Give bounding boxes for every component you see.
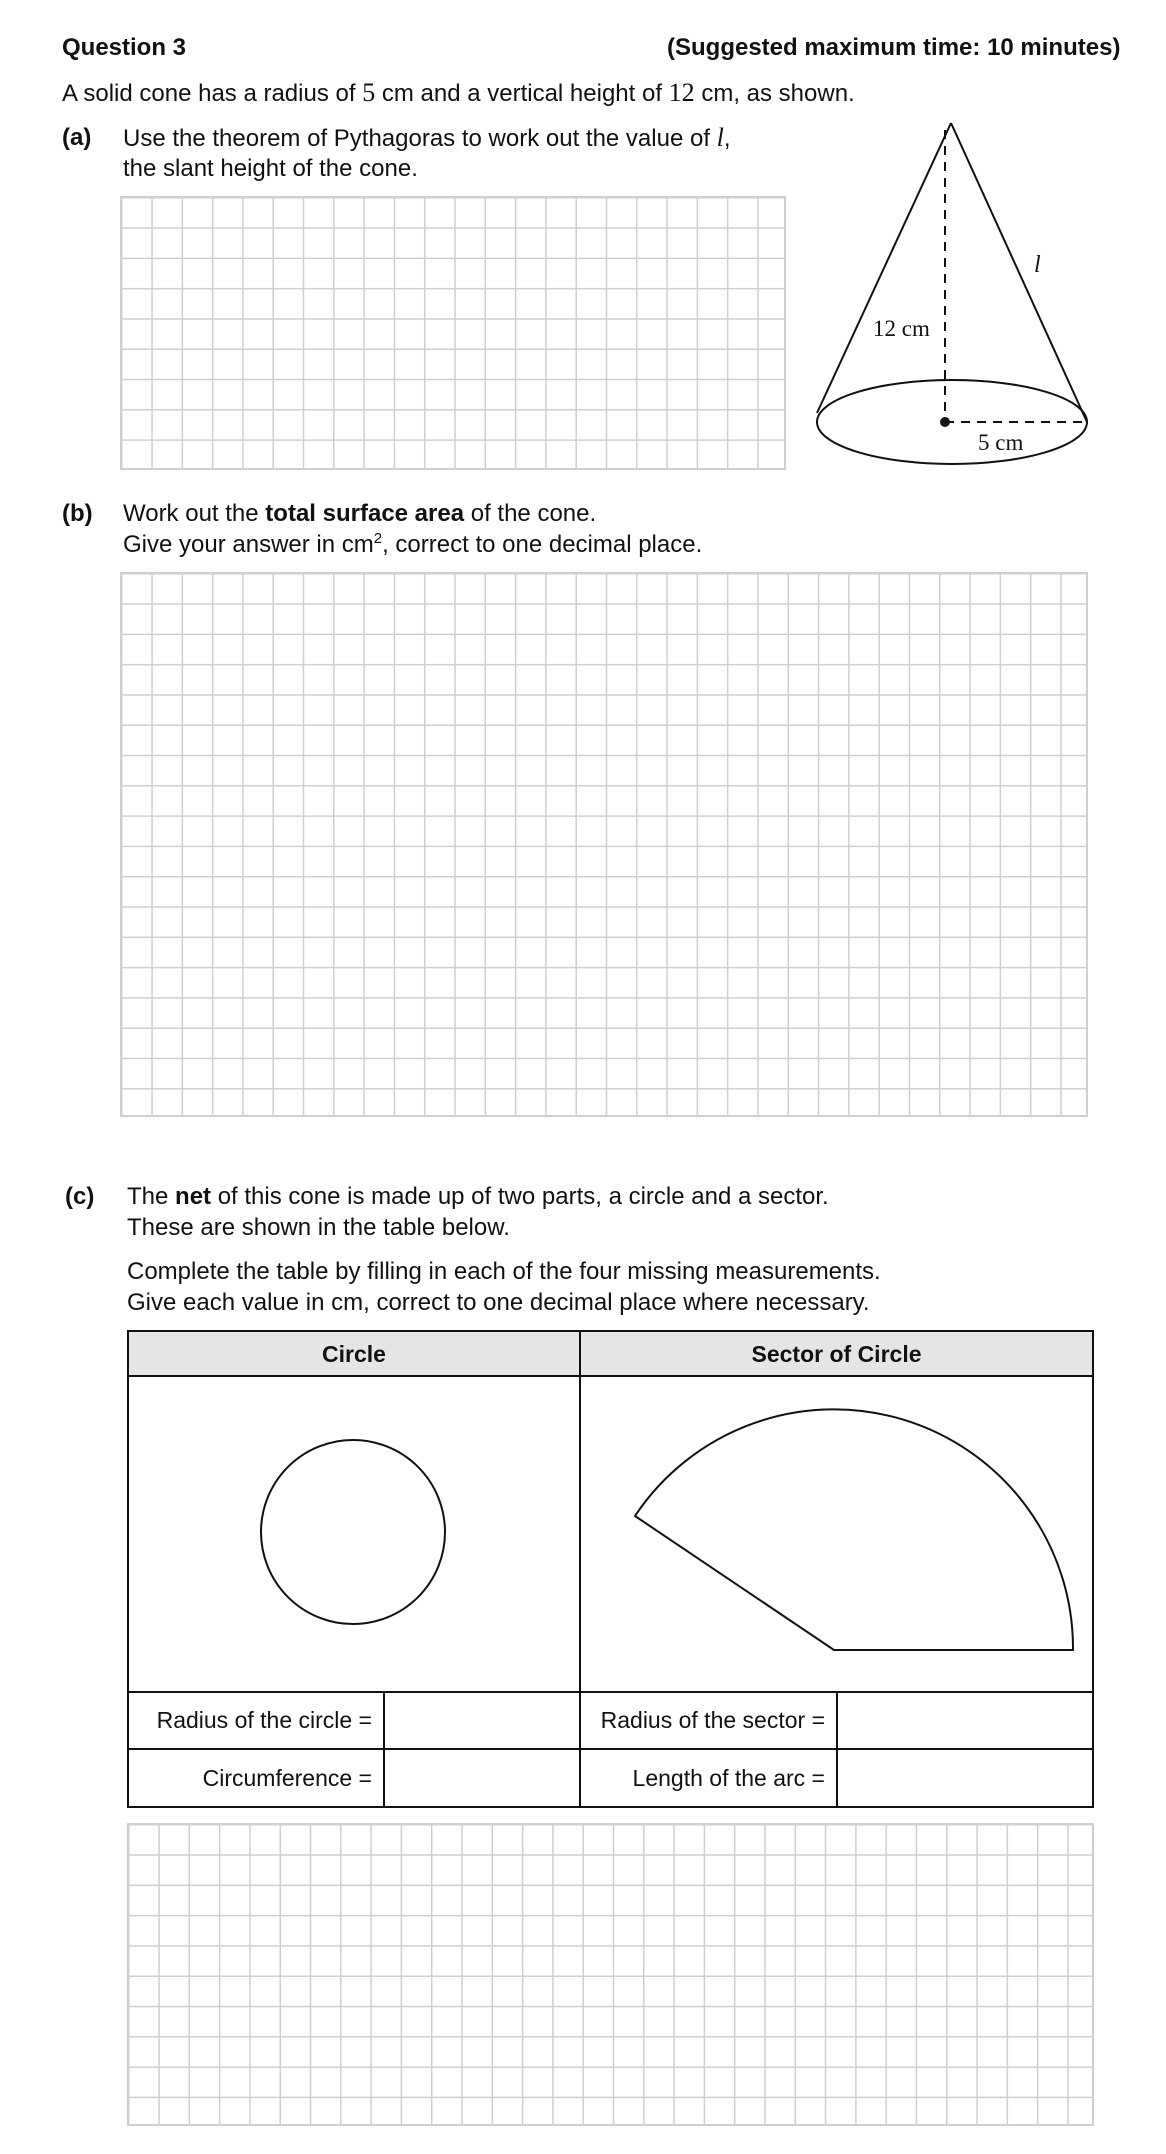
radius-sector-answer[interactable] [838,1693,1092,1748]
cone-diagram [800,110,1100,480]
net-sector [635,1409,1073,1650]
part-b-label: (b) [62,500,93,527]
table-header-sector: Sector of Circle [751,1341,922,1367]
part-c-line2: These are shown in the table below. [127,1214,510,1241]
arc-length-label: Length of the arc = [632,1765,825,1791]
net-circle [261,1440,445,1624]
net-circle-figure [129,1377,579,1691]
part-b-line2: Give your answer in $cm^2$, correct to one decimal place. [123,530,703,558]
part-c-line1: The net of this cone is made up of two parts, a circle and a sector. [127,1183,829,1210]
question-title: Question 3 [62,34,187,61]
radius-sector-label: Radius of the sector = [600,1707,825,1733]
question-intro: A solid cone has a radius of 5 cm and a vertical height of 12 cm, as shown. [62,78,855,107]
arc-length-answer[interactable] [838,1750,1092,1806]
net-sector-figure [581,1377,1092,1691]
part-b-line1: Work out the total surface area of the cone. [123,500,597,527]
slant-label: l [1034,252,1041,278]
radius-label: 5 cm [978,430,1024,455]
part-a-line1: Use the theorem of Pythagoras to work out the value of l, [123,123,731,152]
part-c-line3: Complete the table by filling in each of the four missing measurements. [127,1258,881,1285]
circumference-answer[interactable] [385,1750,579,1806]
circumference-label: Circumference = [202,1765,372,1791]
part-a-line2: the slant height of the cone. [123,155,418,182]
time-note: (Suggested maximum time: 10 minutes) [667,34,1121,61]
cone-left-edge [817,123,951,413]
cone-centre-dot [940,417,950,427]
radius-circle-label: Radius of the circle = [156,1707,372,1733]
answer-grid-c[interactable] [127,1823,1094,2126]
cone-right-edge [951,123,1087,422]
answer-grid-b[interactable] [120,572,1088,1117]
table-header-circle: Circle [322,1341,386,1367]
part-a-label: (a) [62,124,92,151]
radius-circle-answer[interactable] [385,1693,579,1748]
part-c-line4: Give each value in cm, correct to one decimal place where necessary. [127,1289,870,1316]
height-label: 12 cm [873,316,930,341]
part-c-label: (c) [65,1183,95,1210]
answer-grid-a[interactable] [120,196,786,470]
